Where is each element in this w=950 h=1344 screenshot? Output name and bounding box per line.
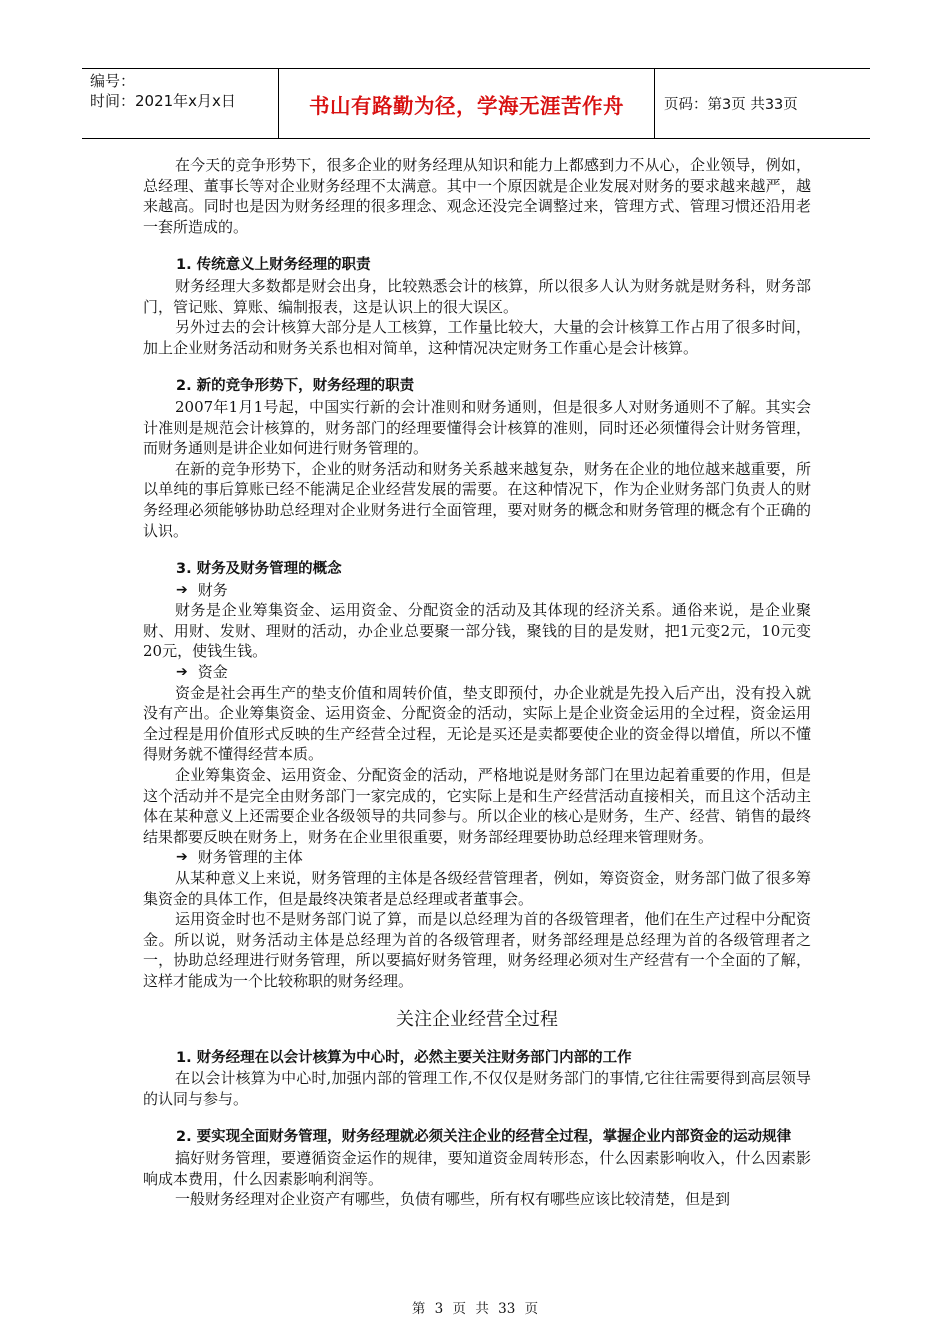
paragraph: 一般财务经理对企业资产有哪些，负债有哪些，所有权有哪些应该比较清楚，但是到 (175, 1190, 731, 1209)
paragraph: 财务是企业筹集资金、运用资金、分配资金的活动及其体现的经济关系。通俗来说，是企业聚财、用财、发财、理财的活动，办企业总要聚一部分钱，聚钱的目的是发财，把1元变2元，10元变20元，使钱生钱。 (143, 601, 811, 661)
intro-paragraph: 在今天的竞争形势下，很多企业的财务经理从知识和能力上都感到力不从心，企业领导，例如，总经理、董事长等对企业财务经理不太满意。其中一个原因就是企业发展对财务的要求越来越严，越来越高。同时也是因为财务经理的很多理念、观念还没完全调整过来，管理方式、管理习惯还沿用老一套所造成的。 (143, 156, 811, 236)
serial-number-label: 编号： (90, 72, 136, 90)
header-motto: 书山有路勤为径，学海无涯苦作舟 (279, 69, 655, 138)
page-header (82, 68, 870, 139)
paragraph: 财务经理大多数都是财会出身，比较熟悉会计的核算，所以很多人认为财务就是财务科，财务部门，管记账、算账、编制报表，这是认识上的很大误区。 (143, 276, 811, 316)
paragraph: 在新的竞争形势下，企业的财务活动和财务关系越来越复杂，财务在企业的地位越来越重要，所以单纯的事后算账已经不能满足企业经营发展的需要。在这种情况下，作为企业财务部门负责人的财务经理必须能够协助总经理对企业财务进行全面管理，要对财务的概念和财务管理的概念有个正确的认识。 (143, 459, 811, 540)
heading-new-duties: 2. 新的竞争形势下，财务经理的职责 (176, 378, 415, 395)
bullet-item (143, 847, 811, 868)
bullet-label: 财务 (197, 580, 228, 599)
heading-finance-concepts: 3. 财务及财务管理的概念 (176, 561, 342, 578)
page-footer: 第 3 页 共 33 页 (411, 1301, 539, 1317)
date-label: 时间：2021年x月x日 (90, 92, 236, 110)
document-body (143, 155, 811, 1210)
bullet-item (143, 580, 811, 601)
heading-traditional-duties: 1. 传统意义上财务经理的职责 (176, 257, 371, 274)
paragraph: 资金是社会再生产的垫支价值和周转价值，垫支即预付，办企业就是先投入后产出，没有投入就没有产出。企业筹集资金、运用资金、分配资金的活动，实际上是企业资金运用的全过程，资金运用全过程是用价值形式反映的生产经营全过程，无论是买还是卖都要使企业的资金得以增值，所以不懂得财务就不懂得经营本质。 (143, 683, 811, 764)
heading-internal-focus: 1. 财务经理在以会计核算为中心时，必然主要关注财务部门内部的工作 (176, 1049, 632, 1066)
paragraph: 搞好财务管理，要遵循资金运作的规律，要知道资金周转形态，什么因素影响收入，什么因素影响成本费用，什么因素影响利润等。 (143, 1148, 811, 1188)
section-title: 关注企业经营全过程 (396, 1008, 558, 1030)
bullet-label: 财务管理的主体 (197, 848, 303, 867)
header-page-number: 页码：第3页 共33页 (664, 97, 798, 113)
paragraph: 从某种意义上来说，财务管理的主体是各级经营管理者，例如，筹资资金，财务部门做了很多筹集资金的具体工作，但是最终决策者是总经理或者董事会。 (143, 869, 811, 908)
bullet-label: 资金 (197, 663, 228, 682)
arrow-right-icon: ➔ (176, 849, 188, 866)
paragraph: 运用资金时也不是财务部门说了算，而是以总经理为首的各级管理者，他们在生产过程中分配资金。所以说，财务活动主体是总经理为首的各级管理者，财务部经理是总经理为首的各级管理者之一，协助总经理进行财务管理，所以要搞好财务管理，财务经理必须对生产经营有一个全面的了解，这样才能成为一个比较称职的财务经理。 (143, 910, 811, 990)
header-meta (82, 69, 279, 138)
arrow-right-icon: ➔ (176, 581, 188, 598)
paragraph: 在以会计核算为中心时,加强内部的管理工作,不仅仅是财务部门的事情,它往往需要得到高层领导的认同与参与。 (143, 1069, 811, 1108)
paragraph: 企业筹集资金、运用资金、分配资金的活动，严格地说是财务部门在里边起着重要的作用，但是这个活动并不是完全由财务部门一家完成的，它实际上是和生产经营活动直接相关，而且这个活动主体在某种意义上还需要企业各级领导的共同参与。所以企业的核心是财务，生产、经营、销售的最终结果都要反映在财务上，财务在企业里很重要，财务部经理要协助总经理来管理财务。 (143, 766, 811, 846)
arrow-right-icon: ➔ (176, 664, 188, 681)
paragraph: 2007年1月1号起，中国实行新的会计准则和财务通则，但是很多人对财务通则不了解。其实会计准则是规范会计核算的，财务部门的经理要懂得会计核算的准则，同时还必须懂得会计财务管理，而财务通则是讲企业如何进行财务管理的。 (143, 397, 811, 458)
paragraph: 另外过去的会计核算大部分是人工核算，工作量比较大，大量的会计核算工作占用了很多时间，加上企业财务活动和财务关系也相对简单，这种情况决定财务工作重心是会计核算。 (143, 318, 811, 357)
bullet-item (143, 662, 811, 683)
heading-full-process: 2. 要实现全面财务管理，财务经理就必须关注企业的经营全过程，掌握企业内部资金的运动规律 (176, 1129, 792, 1146)
